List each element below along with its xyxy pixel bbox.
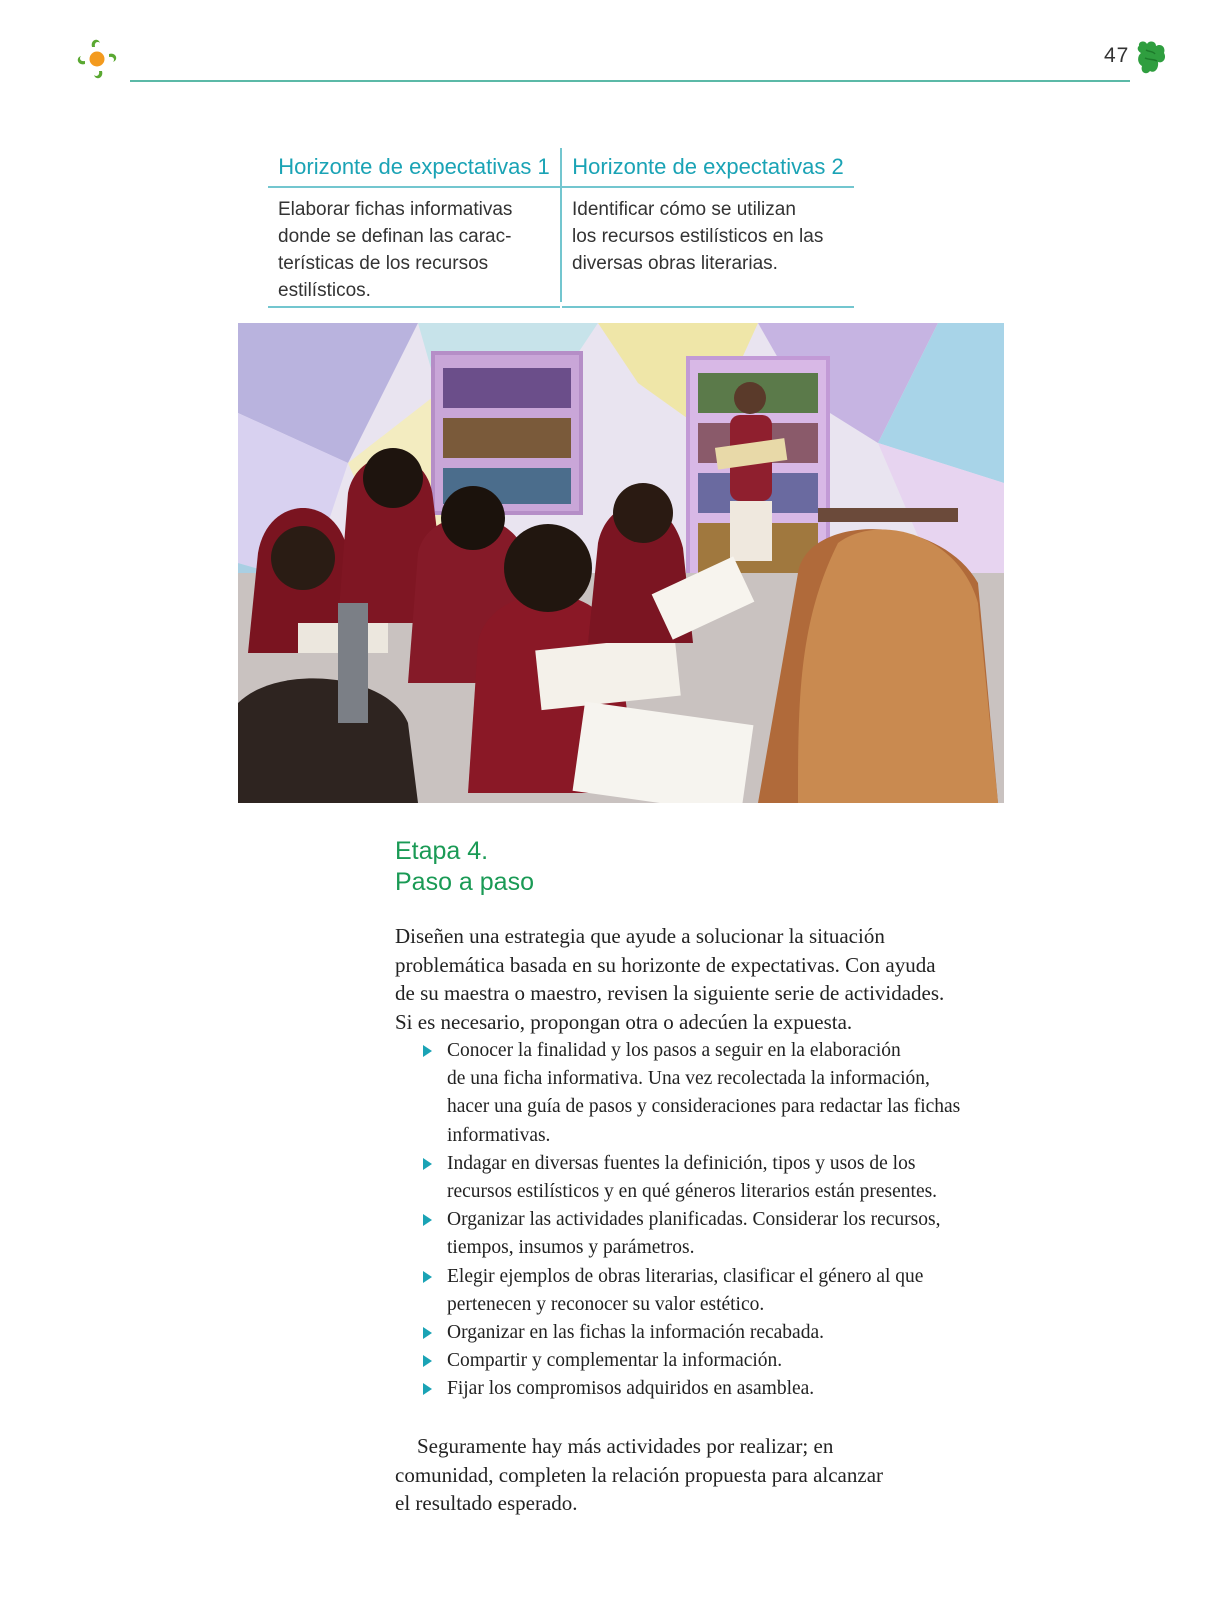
activity-line: Fijar los compromisos adquiridos en asamblea. [447, 1378, 815, 1400]
activity-line: hacer una guía de pasos y consideraciones para redactar las fichas [447, 1096, 961, 1118]
closing-paragraph [395, 1432, 955, 1518]
stage-heading [395, 836, 534, 898]
closing-line: comunidad, completen la relación propuesta para alcanzar [395, 1462, 884, 1487]
expectation-1-line: Elaborar fichas informativas [278, 199, 513, 220]
page-number: 47 [1104, 44, 1130, 67]
activity-line: de una ficha informativa. Una vez recolectada la información, [447, 1068, 930, 1090]
bullet-arrow-icon [423, 1158, 432, 1170]
activity-item [420, 1263, 1010, 1319]
expectation-1-line: donde se definan las carac- [278, 226, 512, 247]
stage-number: Etapa 4. [395, 837, 489, 865]
activity-line: informativas. [447, 1124, 551, 1146]
activity-line: Compartir y complementar la información. [447, 1350, 783, 1372]
classroom-photo [238, 323, 1004, 803]
activity-line: Indagar en diversas fuentes la definición, tipos y usos de los [447, 1152, 916, 1174]
stage-subtitle: Paso a paso [395, 868, 534, 896]
expectation-1-line: terísticas de los recursos [278, 253, 489, 274]
activity-line: recursos estilísticos y en qué géneros literarios están presentes. [447, 1181, 938, 1203]
expectation-2-line: diversas obras literarias. [572, 253, 778, 274]
expectation-title-2: Horizonte de expectativas 2 [562, 148, 854, 188]
closing-line: Seguramente hay más actividades por realizar; en [417, 1434, 834, 1458]
expectation-title-1: Horizonte de expectativas 1 [268, 148, 560, 188]
activity-line: Organizar en las fichas la información recabada. [447, 1322, 824, 1344]
activity-line: pertenecen y reconocer su valor estético. [447, 1293, 765, 1315]
expectation-2-line: los recursos estilísticos en las [572, 226, 824, 247]
activity-line: Conocer la finalidad y los pasos a seguir en la elaboración [447, 1040, 901, 1061]
activity-line: Elegir ejemplos de obras literarias, clasificar el género al que [447, 1265, 924, 1287]
activity-item [420, 1150, 1010, 1206]
activity-item [420, 1206, 1010, 1262]
intro-paragraph [395, 922, 1005, 1036]
closing-line: el resultado esperado. [395, 1491, 578, 1515]
activity-item [420, 1037, 1010, 1150]
expectation-text-2 [562, 188, 854, 308]
bullet-arrow-icon [423, 1214, 432, 1226]
intro-line: problemática basada en su horizonte de expectativas. Con ayuda [395, 952, 936, 977]
activity-line: tiempos, insumos y parámetros. [447, 1237, 695, 1259]
activity-item [420, 1347, 1010, 1375]
bullet-arrow-icon [423, 1383, 432, 1395]
intro-line: Diseñen una estrategia que ayude a solucionar la situación [395, 924, 885, 948]
bullet-arrow-icon [423, 1045, 432, 1057]
activity-item [420, 1375, 1010, 1403]
intro-line: Si es necesario, propongan otra o adecúen la expuesta. [395, 1009, 853, 1034]
intro-line: de su maestra o maestro, revisen la siguiente serie de actividades. [395, 981, 945, 1005]
activity-list [420, 1037, 1010, 1404]
expectation-1-line: estilísticos. [278, 280, 371, 301]
expectation-column-2 [562, 148, 854, 308]
header-rule [130, 80, 1130, 82]
bullet-arrow-icon [423, 1327, 432, 1339]
activity-item [420, 1319, 1010, 1347]
expectation-column-1 [268, 148, 560, 308]
bullet-arrow-icon [423, 1271, 432, 1283]
activity-line: Organizar las actividades planificadas. Considerar los recursos, [447, 1209, 941, 1231]
green-map-icon [1136, 38, 1168, 78]
expectation-text-1 [268, 188, 560, 308]
flower-logo-icon [72, 34, 122, 84]
bullet-arrow-icon [423, 1355, 432, 1367]
expectation-2-line: Identificar cómo se utilizan [572, 199, 796, 220]
